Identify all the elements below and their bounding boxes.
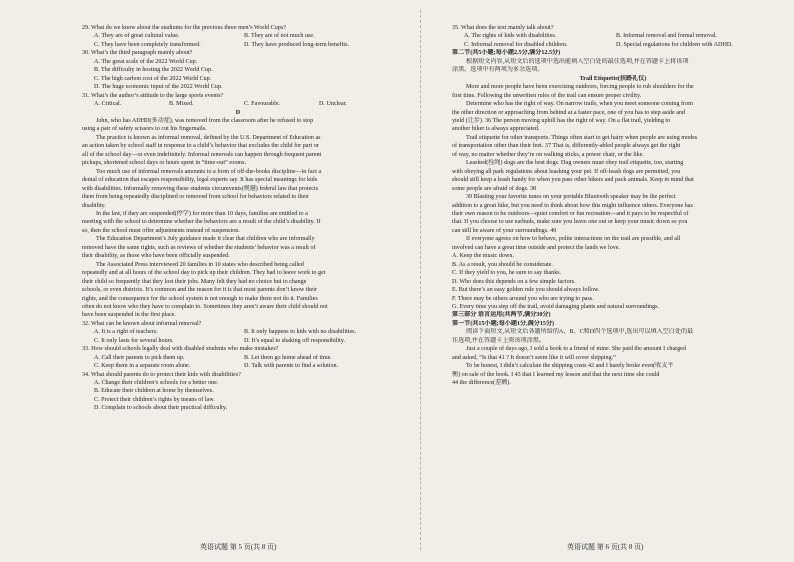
passage-line: should still keep a leash handy for when you pass other hikers and pack animals. Keep in mind that [452, 177, 694, 184]
question-33: 33. How should schools legally deal with disabled students who make mistakes? [82, 346, 279, 353]
q29-options-row-1 [82, 32, 394, 40]
q31-options-row [82, 100, 394, 108]
q33-options-row-1 [82, 354, 394, 362]
q35-option-d: D. Special regulations for children with ADHD. [616, 41, 733, 48]
passage-line: In the law, if they are suspended(停学) for more than 10 days, families are entitled to a [96, 210, 308, 217]
passage-line: repeatedly and at all hours of the school day to pick up their children. They had to leave work to get [82, 270, 326, 277]
part-heading: 第三部分 语言运用(共两节,满分30分) [452, 312, 551, 319]
passage-line: another hiker is always appreciated. [452, 126, 540, 133]
passage-line-blank-40: can still be aware of your surroundings. 40 [452, 227, 557, 234]
section-instruction: 阅读下面短文,从短文后各题所给的A、B、C和D四个选项中,选出可以填入空白处的最 [466, 329, 694, 336]
section-instruction: 根据短文内容,从短文后的选项中选出能填入空白处的最佳选项,并在答题卡上将该项 [466, 58, 689, 65]
q35-option-c: C. Informal removal for disabled children. [464, 41, 568, 48]
question-35: 35. What does the text mainly talk about? [452, 25, 554, 31]
passage-line: disability. [82, 202, 106, 209]
passage-line: them from being repeatedly disciplined or removed from school for behaviors related to their [82, 194, 309, 201]
q30-option-c: C. The high carbon cost of the 2022 World Cup. [94, 75, 212, 82]
passage-line: often do not know who they have to complain to. Sometimes they aren’t aware their child should not [82, 303, 328, 310]
choice-g: G. Every time you step off the trail, avoid damaging plants and natural surroundings. [452, 303, 660, 310]
passage-line: all of the school day—or even indefinitely. Informal removals can happen through frequent parent [82, 151, 322, 158]
q34-option-c: C. Protect their children’s rights by means of law. [94, 396, 215, 403]
page-footer-left: 英语试题 第 5 页(共 8 页) [200, 543, 277, 551]
passage-line: their disability, as those who have been officially suspended. [82, 253, 230, 260]
q32-options-row-2 [82, 337, 394, 345]
passage-line: the other direction or approaching from behind at a faster pace, one of you has to step aside and [452, 109, 686, 116]
section-instruction: 佳选项,并在答题卡上将该项涂黑。 [452, 337, 545, 344]
passage-line-blank-36: yield (让步). 36 The person moving uphill has the right of way. On a flat trail, yielding to [452, 117, 671, 124]
passage-line: More and more people have been exercising outdoors, forcing people to rub shoulders for the [466, 84, 694, 91]
passage-line: that. If you choose to use earbuds, make sure you leave one out or keep your music down so you [452, 219, 688, 226]
passage-title: Trail Etiquette(扶路礼仪) [579, 75, 647, 82]
passage-line: John, who has ADHD(多动症), was removed from the classroom after he refused to stop [96, 117, 314, 124]
page-footer-right: 英语试题 第 6 页(共 8 页) [567, 543, 644, 551]
passage-line: first time. Following the unwritten rules of the trail can ensure proper civility. [452, 92, 642, 99]
passage-line: schools, or even districts. It’s common and the reason for it is that most parents don’t know their [82, 287, 317, 294]
choice-e: E. But there’s an easy golden rule you should always follow. [452, 287, 600, 294]
q31-option-b: B. Mixed. [169, 101, 194, 108]
passage-line: The Education Department’s July guidance made it clear that children who are informally [96, 236, 315, 243]
passage-line: Too much use of informal removals amounts to a form of off-the-books discipline—in fact a [96, 168, 322, 175]
q32-option-b: B. It only happens to kids with no disabilities. [244, 329, 357, 336]
passage-line: have been suspended in the first place. [82, 312, 176, 319]
q33-options-row-2 [82, 362, 394, 370]
page-divider [420, 10, 422, 550]
choice-c: C. If they yield to you, be sure to say thanks. [452, 270, 562, 277]
passage-line: If everyone agrees on how to behave, polite interactions on the trail are possible, and all [466, 236, 681, 243]
q31-option-a: A. Critical. [94, 101, 122, 108]
passage-line: pickups, shortened school days or hours spent in “time-out” rooms. [82, 160, 246, 167]
q29-option-c: C. They have been completely transformed. [94, 41, 201, 48]
left-page-column [82, 24, 394, 413]
section-heading: 第一节(共15小题;每小题1分,满分15分) [452, 320, 555, 327]
passage-line-blank-42: To be honest, I didn’t calculate the shipping costs 42 and I barely broke even(收支平 [466, 363, 674, 370]
q30-option-b: B. The difficulty in hosting the 2022 World Cup. [94, 67, 213, 74]
section-heading: 第二节(共5小题;每小题2.5分,满分12.5分) [452, 50, 561, 57]
q32-options-row-1 [82, 328, 394, 336]
q30-option-a: A. The great scale of the 2022 World Cup. [94, 58, 198, 65]
q35-option-b: B. Informal removal and formal removal. [616, 33, 718, 40]
choice-a: A. Keep the music down. [452, 253, 514, 260]
right-page-column [452, 24, 774, 387]
passage-line: removed have the same rights, such as reviews of whether the students’ behavior was a result of [82, 244, 316, 251]
q33-option-b: B. Let them go home ahead of time. [244, 354, 332, 361]
passage-line: Determine who has the right of way. On narrow trails, when you meet someone coming from [466, 101, 693, 108]
q29-options-row-2 [82, 41, 394, 49]
passage-line: Trail etiquette for other transports. Things often start to get hairy when people are using modes [466, 134, 698, 141]
q35-option-a: A. The rights of kids with disabilities. [464, 33, 557, 40]
q32-option-c: C. It only lasts for several hours. [94, 337, 174, 344]
q31-option-c: C. Favourable. [244, 101, 281, 108]
passage-line: The practice is known as informal removal, defined by the U.S. Department of Education as [96, 134, 321, 141]
passage-line-blank-44: 44 the difference(差额). [452, 380, 511, 387]
q33-option-c: C. Keep them in a separate room alone. [94, 363, 191, 370]
question-32: 32. What can be known about informal removal? [82, 320, 202, 327]
question-31: 31. What’s the author’s attitude to the large sports events? [82, 92, 224, 99]
q34-option-b: B. Educate their children at home by themselves. [94, 388, 214, 395]
passage-line: using a pair of safety scissors to cut his fingernails. [82, 126, 207, 133]
passage-line-blank-37: of transportation other than their feet. 37 That is, differently-abled people always get the right [452, 143, 681, 150]
q29-option-d: D. They have produced long-term benefits. [244, 41, 349, 48]
q35-options-row-1 [452, 32, 774, 40]
passage-line: addition to a great hike, but you need to think about how this might influence others. Everyone has [452, 202, 693, 209]
passage-line-blank-39: 39 Blasting your favorite tunes on your portable Bluetooth speaker may be the perfect [466, 194, 676, 201]
passage-line: involved can have a great time outside and protect the lands we love. [452, 244, 621, 251]
passage-line-blank-38: some people are afraid of dogs. 38 [452, 185, 537, 192]
passage-line-blank-41: and asked, “Is that 41 ? It doesn’t seem like it will cover shipping.” [452, 354, 616, 361]
q34-option-d: D. Complain to schools about their practical difficulty. [94, 405, 228, 412]
question-29: 29. What do we know about the stadiums for the previous three men’s World Cups? [82, 25, 286, 31]
passage-d-heading: D [235, 109, 241, 116]
passage-line: meeting with the school to determine whether the behaviors are a result of the child’s disability. If [82, 219, 321, 226]
passage-line: Leashed(拴绳) dogs are the best dogs. Dug owners must obey trail etiquette, too, starting [466, 160, 684, 167]
choice-d: D. Who does this depends on a few simple factors. [452, 278, 576, 285]
choice-f: F. There may be others around you who are trying to pass. [452, 295, 594, 302]
q31-option-d: D. Unclear. [319, 101, 347, 108]
q35-options-row-2 [452, 41, 774, 49]
q29-option-b: B. They are of not much use. [244, 33, 315, 40]
q34-option-a: A. Change their children’s schools for a better one. [94, 380, 219, 387]
choice-b: B. As a result, you should be considerate. [452, 261, 553, 268]
passage-line: with disabilities. Informally removing these students circumvents(规避) federal law that protects [82, 185, 319, 192]
passage-line: denial of education that escapes responsibility, legal experts say. It has special meanings for kids [82, 177, 318, 184]
passage-line: Just a couple of days ago, I sold a book to a friend of mine. She paid the amount I charged [466, 346, 686, 353]
section-instruction: 涂黑。选项中有两项为多余选项。 [452, 67, 544, 74]
q29-option-a: A. They are of great cultural value. [94, 33, 180, 40]
passage-line-blank-43: 衡) on sale of the book. I 43 that I learned my lesson and that the next time she could [452, 371, 660, 378]
passage-line: their child so frequently that they lost their jobs. Many felt they had no choice but to change [82, 278, 307, 285]
passage-line: their own reason to be outdoors—quiet comfort or fun recreation—and it pays to be respectful of [452, 210, 689, 217]
q33-option-d: D. Talk with parents to find a solution. [244, 363, 339, 370]
passage-line: with obeying all park regulations about leashing your pet. If off-leash dogs are permitted, you [452, 168, 681, 175]
q30-option-d: D. The huge economic input of the 2022 World Cup. [94, 84, 223, 91]
q32-option-d: D. It’s equal to shaking off responsibility. [244, 337, 346, 344]
passage-line: an action taken by school staff in response to a child’s behavior that excludes the child for part or [82, 143, 319, 150]
question-34: 34. What should parents do to protect their kids with disabilities? [82, 371, 241, 378]
question-30: 30. What’s the third paragraph mainly about? [82, 50, 193, 57]
passage-line: The Associated Press interviewed 20 families in 10 states who described being called [96, 261, 304, 268]
passage-line: rights, and the consequence for the school system is not enough to make them not do it. Families [82, 295, 318, 302]
passage-line: so, then the school must offer adjustments instead of suspension. [82, 227, 240, 234]
passage-line: of way, no matter whether they’re on walking sticks, a power chair, or the like. [452, 151, 644, 158]
q33-option-a: A. Call their parents to pick them up. [94, 354, 185, 361]
q32-option-a: A. It is a right of teachers. [94, 329, 158, 336]
